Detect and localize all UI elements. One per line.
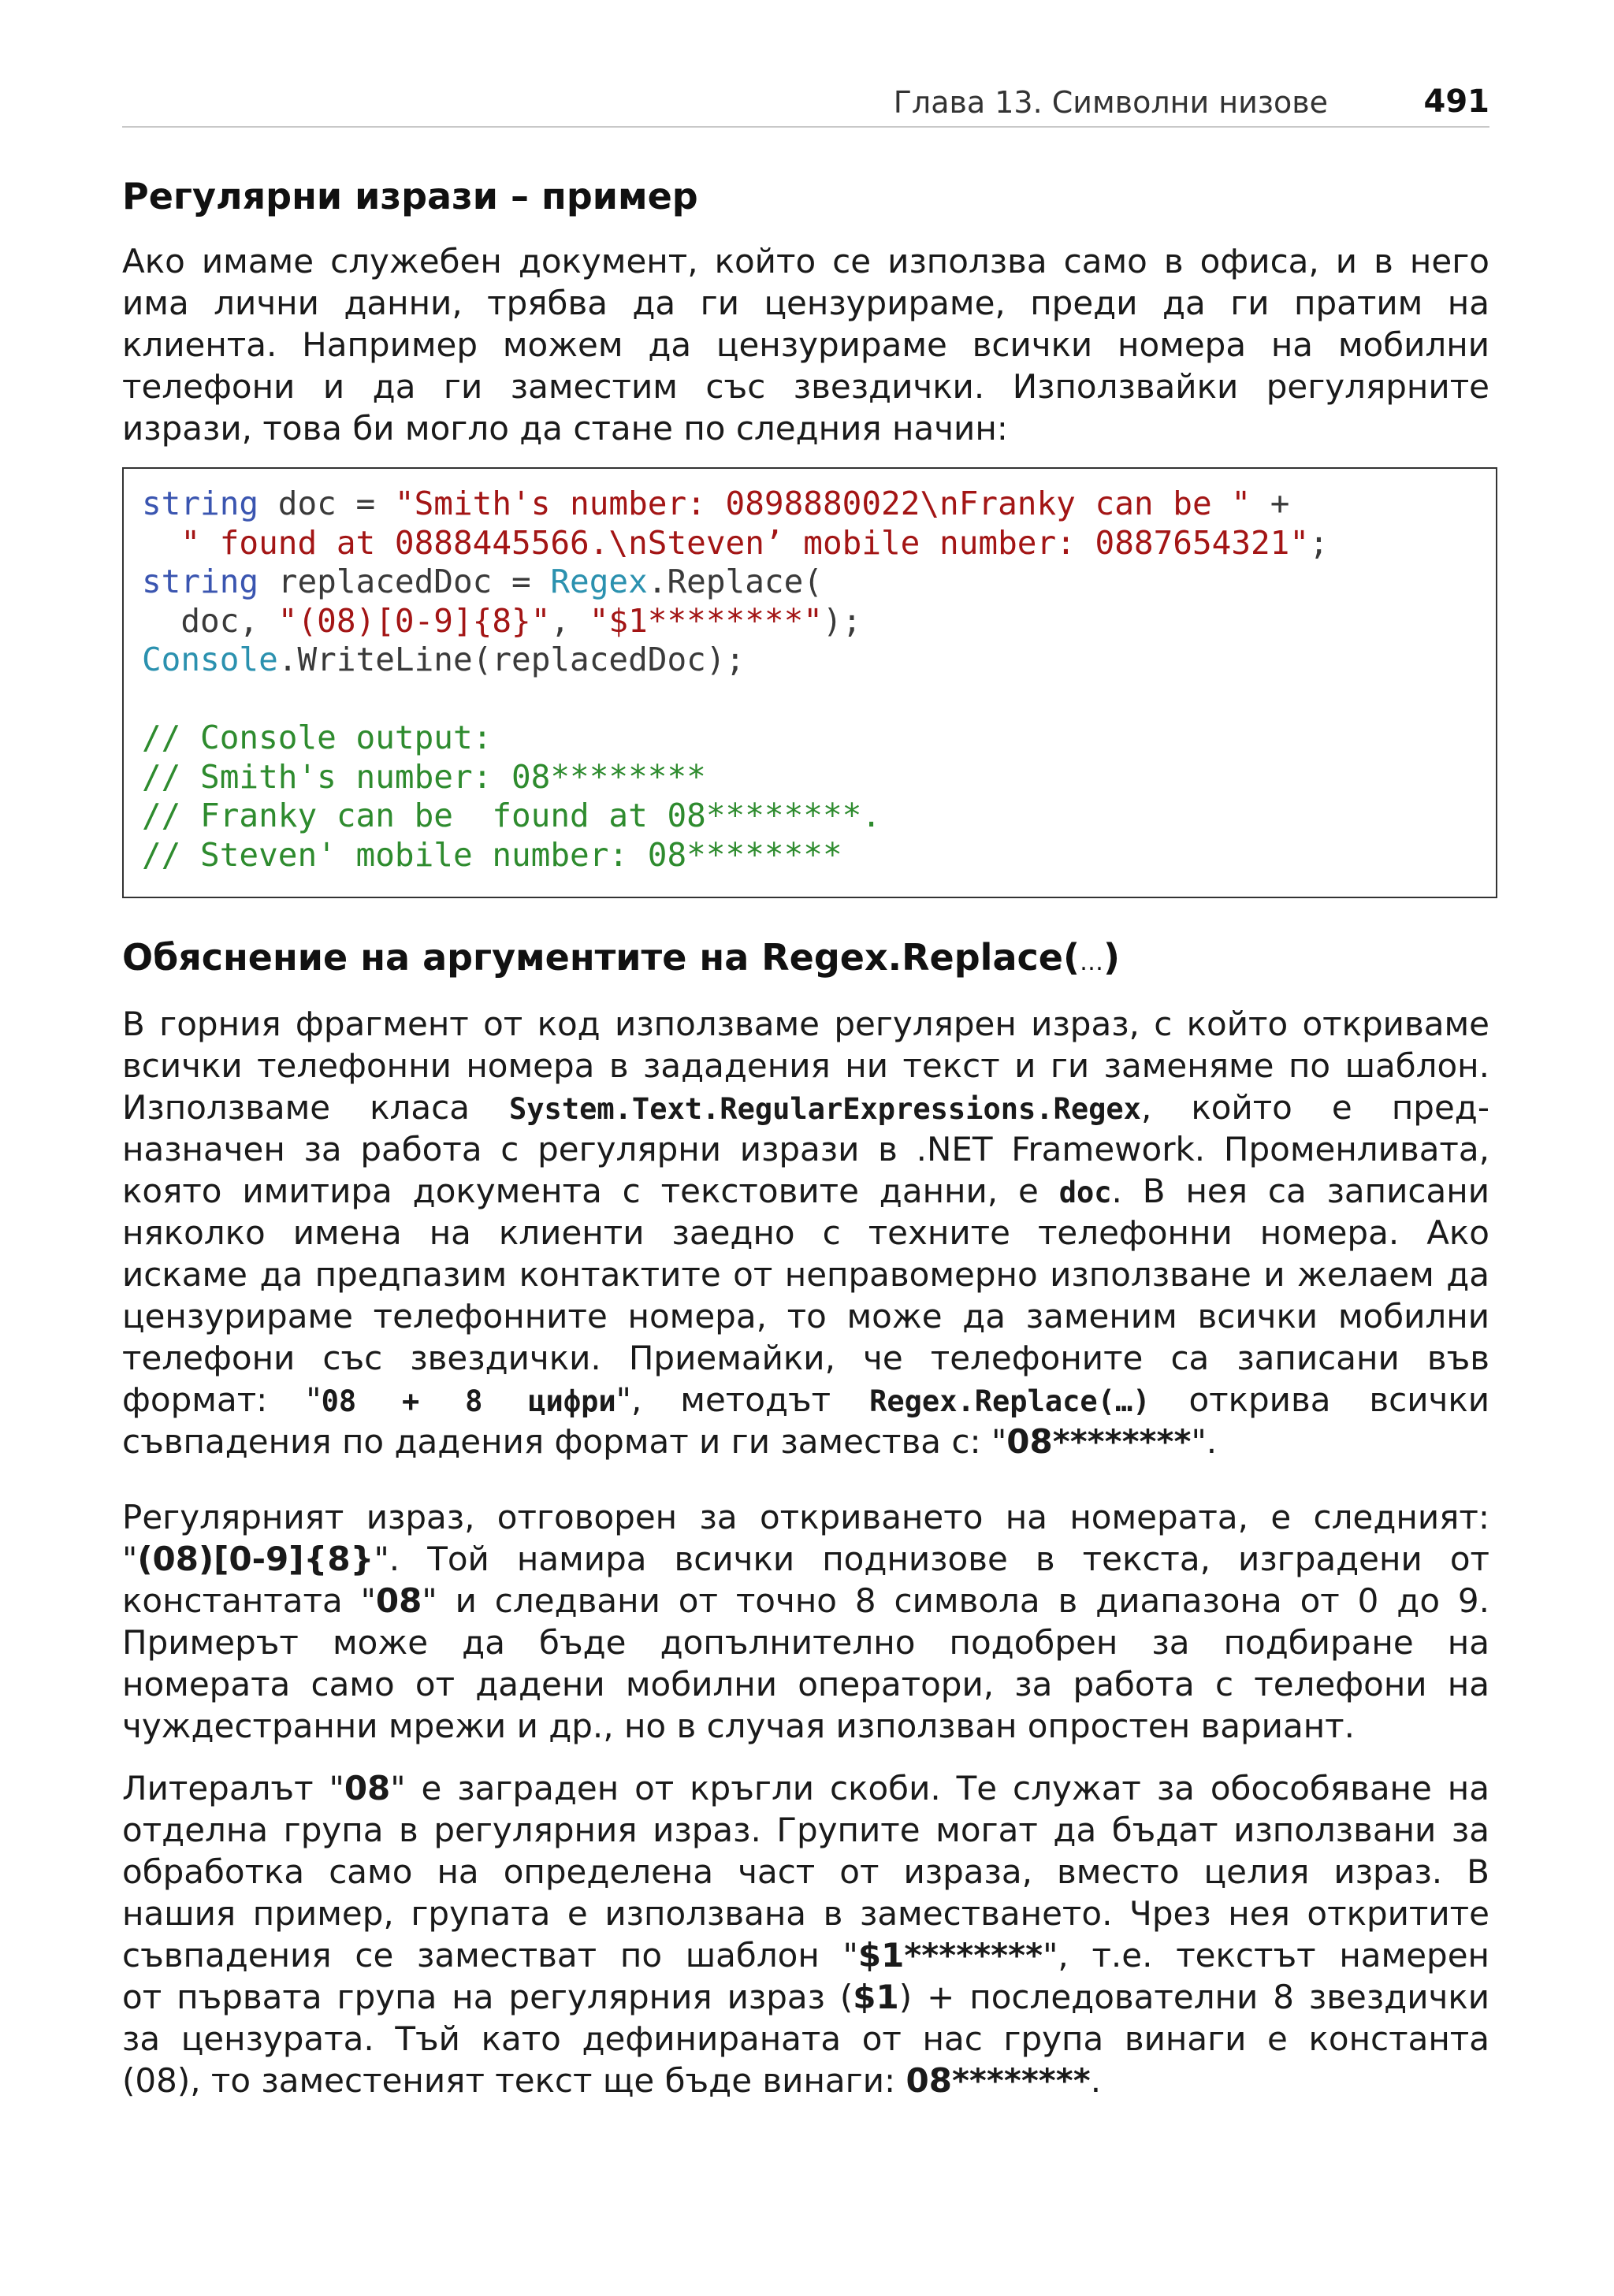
text-line: назначен за работа с регулярни изрази в .NET Framework. Променливата,: [122, 1130, 1489, 1168]
bold-text: 08: [375, 1581, 422, 1620]
text-line: [122, 1767, 1489, 1809]
text-run: .: [1090, 2061, 1102, 2100]
text-run: съвпадения се заместват по шаблон ": [122, 1936, 858, 1975]
text-line: [122, 1976, 1489, 2018]
intro-paragraph: [122, 240, 1489, 449]
code-token: replacedDoc =: [258, 563, 551, 600]
text-run: Литералът ": [122, 1769, 344, 1807]
text-line: нашия пример, групата е използвана в заместването. Чрез нея откритите: [122, 1894, 1489, 1933]
text-run: открива всички: [1150, 1380, 1489, 1419]
text-run: ", т.е. текстът намерен: [1043, 1936, 1489, 1975]
text-line: Регулярният израз, отговорен за откриването на номерата, е следният:: [122, 1498, 1489, 1536]
code-text: [142, 485, 1329, 875]
code-keyword: string: [142, 563, 259, 600]
section-heading-replace-arguments: [122, 936, 1120, 979]
text-run: от първата група на регулярния израз (: [122, 1978, 853, 2016]
code-comment: // Smith's number: 08********: [142, 757, 706, 796]
bold-text: $1********: [857, 1936, 1043, 1975]
code-token: +: [1251, 485, 1290, 522]
bold-text: (08)[0-9]{8}: [137, 1540, 374, 1578]
page-header: [122, 79, 1489, 128]
explanation-paragraph: [122, 1003, 1489, 1462]
text-line: искаме да предпазим контактите от неправомерно използване и желаем да: [122, 1255, 1489, 1294]
code-token: doc =: [258, 485, 395, 522]
code-type: Regex: [550, 563, 648, 600]
code-token: .Replace(: [647, 563, 823, 600]
code-type: Console: [142, 641, 278, 678]
code-string: "$1********": [589, 601, 823, 640]
code-string: "Smith's number: 0898880022\nFranky can be ": [394, 485, 1251, 522]
code-token: .WriteLine(replacedDoc);: [277, 641, 746, 678]
code-keyword: string: [142, 485, 259, 522]
text-line: чуждестранни мрежи и др., но в случая използван опростен вариант.: [122, 1707, 1355, 1745]
text-line: [122, 2060, 1489, 2101]
code-token: doc,: [142, 601, 278, 640]
text-line: [122, 1934, 1489, 1976]
text-line: цензурираме телефонните номера, то може да заменим всички мобилни: [122, 1297, 1489, 1336]
text-line: телефони и да ги заместим със звездички. Използвайки регулярните: [122, 367, 1489, 406]
text-line: [122, 1087, 1489, 1128]
text-run: съвпадения по дадения формат и ги замества с: ": [122, 1422, 1007, 1461]
code-token: [142, 524, 180, 562]
code-string: " found at 0888445566.\nSteven’ mobile number: 0887654321": [180, 523, 1310, 562]
code-comment: // Console output:: [142, 719, 493, 756]
code-token: ;: [1309, 523, 1329, 562]
heading-ellipsis: …: [1079, 949, 1103, 976]
text-run: " е заграден от кръгли скоби. Те служат за обособяване на: [390, 1769, 1489, 1807]
inline-code: System.Text.RegularExpressions.Regex: [509, 1092, 1141, 1126]
code-comment: // Franky can be found at 08********.: [142, 797, 881, 834]
text-run: (08), то заместеният текст ще бъде винаги:: [122, 2061, 906, 2100]
page-number: 491: [1423, 84, 1489, 120]
text-run: формат: ": [122, 1380, 322, 1419]
text-line: [122, 1170, 1489, 1212]
code-comment: // Steven' mobile number: 08********: [142, 835, 842, 874]
text-line: Ако имаме служебен документ, който се използва само в офиса, и в него: [122, 242, 1489, 280]
heading-close: ): [1103, 936, 1121, 979]
text-line: [122, 1421, 1489, 1462]
text-line: изрази, това би могло да стане по следния начин:: [122, 409, 1008, 448]
text-line: Примерът може да бъде допълнително подобрен за подбиране на: [122, 1623, 1489, 1662]
bold-text: 08********: [906, 2061, 1091, 2100]
text-run: която имитира документа с текстовите данни, е: [122, 1172, 1059, 1210]
inline-code: doc: [1058, 1176, 1112, 1209]
inline-code: Regex.Replace(…): [869, 1384, 1151, 1418]
section-heading-regex-example: Регулярни изрази – пример: [122, 175, 698, 217]
text-line: клиента. Например можем да цензурираме всички номера на мобилни: [122, 325, 1489, 364]
text-run: , който е пред-: [1140, 1088, 1489, 1127]
text-run: . В нея са записани: [1111, 1172, 1489, 1210]
text-run: ", методът: [615, 1380, 870, 1419]
text-line: има лични данни, трябва да ги цензурираме, преди да ги пратим на: [122, 284, 1489, 322]
text-run: константата ": [122, 1581, 376, 1620]
text-line: телефони със звездички. Приемайки, че телефоните са записани във: [122, 1339, 1489, 1377]
text-line: [122, 1538, 1489, 1580]
text-run: " и следвани от точно 8 символа в диапазона от 0 до 9.: [422, 1581, 1489, 1620]
text-run: Използваме класа: [122, 1088, 509, 1127]
code-listing: [122, 467, 1497, 898]
bold-text: 08: [344, 1769, 391, 1807]
text-line: за цензурата. Тъй като дефинираната от нас група винаги е константа: [122, 2019, 1489, 2058]
text-line: всички телефонни номера в зададения ни текст и ги заменяме по шаблон.: [122, 1046, 1489, 1085]
code-token: );: [822, 601, 862, 640]
text-run: ) + последователни 8 звездички: [898, 1978, 1489, 2016]
text-line: [122, 1580, 1489, 1622]
group-paragraph: [122, 1767, 1489, 2101]
bold-text: $1: [853, 1978, 899, 2016]
text-line: В горния фрагмент от код използваме регулярен израз, с който откриваме: [122, 1005, 1489, 1043]
chapter-title: Глава 13. Символни низове: [893, 85, 1328, 120]
text-line: няколко имена на клиенти заедно с техните телефонни номера. Ако: [122, 1213, 1489, 1252]
code-string: "(08)[0-9]{8}": [277, 601, 551, 640]
text-line: номерата само от дадени мобилни оператори, за работа с телефони на: [122, 1665, 1489, 1703]
heading-text: Обяснение на аргументите на Regex.Replace(: [122, 936, 1080, 979]
regex-paragraph: [122, 1496, 1489, 1747]
text-line: [122, 1379, 1489, 1421]
code-token: ,: [550, 601, 589, 640]
bold-text: 08********: [1006, 1422, 1192, 1461]
text-line: обработка само на определена част от израза, вместо целия израз. В: [122, 1852, 1489, 1891]
text-line: отделна група в регулярния израз. Групите могат да бъдат използвани за: [122, 1811, 1489, 1849]
text-run: ".: [1191, 1422, 1218, 1461]
text-run: ". Той намира всички поднизове в текста, изградени от: [374, 1540, 1489, 1578]
inline-code: 08 + 8 цифри: [321, 1384, 616, 1418]
text-run: ": [122, 1540, 138, 1578]
